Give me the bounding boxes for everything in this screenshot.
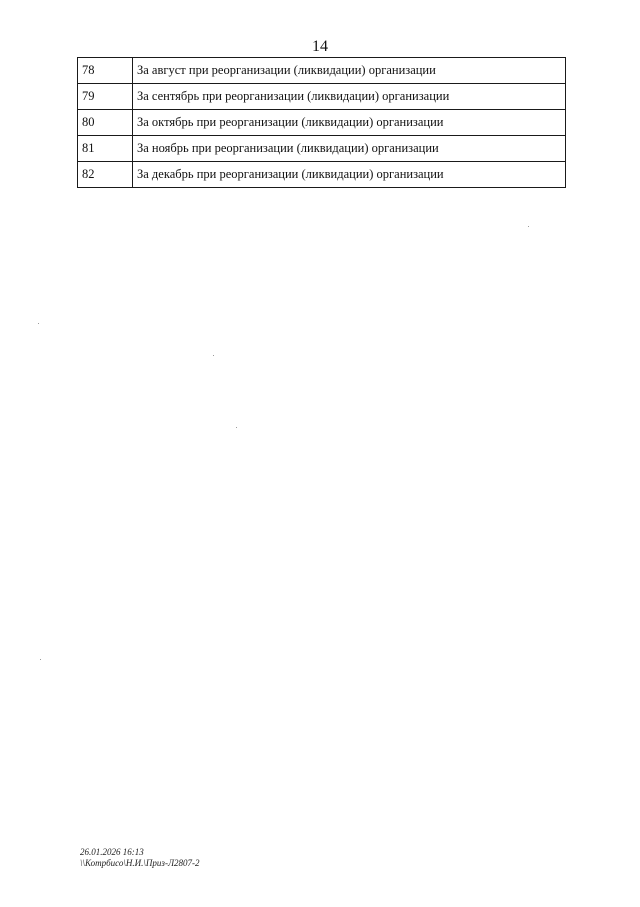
row-number: 79 — [78, 84, 133, 110]
row-description: За сентябрь при реорганизации (ликвидации) организации — [133, 84, 566, 110]
table-row — [78, 84, 566, 110]
codes-table — [77, 57, 566, 188]
scan-speck — [528, 226, 529, 227]
row-number: 82 — [78, 162, 133, 188]
page-number: 14 — [312, 38, 328, 55]
table-row — [78, 136, 566, 162]
row-description: За декабрь при реорганизации (ликвидации) организации — [133, 162, 566, 188]
scan-speck — [213, 355, 214, 356]
table-row — [78, 162, 566, 188]
row-number: 81 — [78, 136, 133, 162]
table-row — [78, 58, 566, 84]
row-description: За ноябрь при реорганизации (ликвидации) организации — [133, 136, 566, 162]
document-footer — [80, 847, 200, 869]
row-description: За август при реорганизации (ликвидации) организации — [133, 58, 566, 84]
footer-timestamp: 26.01.2026 16:13 — [80, 847, 144, 857]
scan-speck — [40, 659, 41, 660]
row-number: 80 — [78, 110, 133, 136]
table-row — [78, 110, 566, 136]
scan-speck — [236, 427, 237, 428]
scan-speck — [38, 323, 39, 324]
footer-file-path: \\Котрбисо\Н.И.\Приз-Л2807-2 — [80, 858, 200, 868]
row-number: 78 — [78, 58, 133, 84]
row-description: За октябрь при реорганизации (ликвидации) организации — [133, 110, 566, 136]
